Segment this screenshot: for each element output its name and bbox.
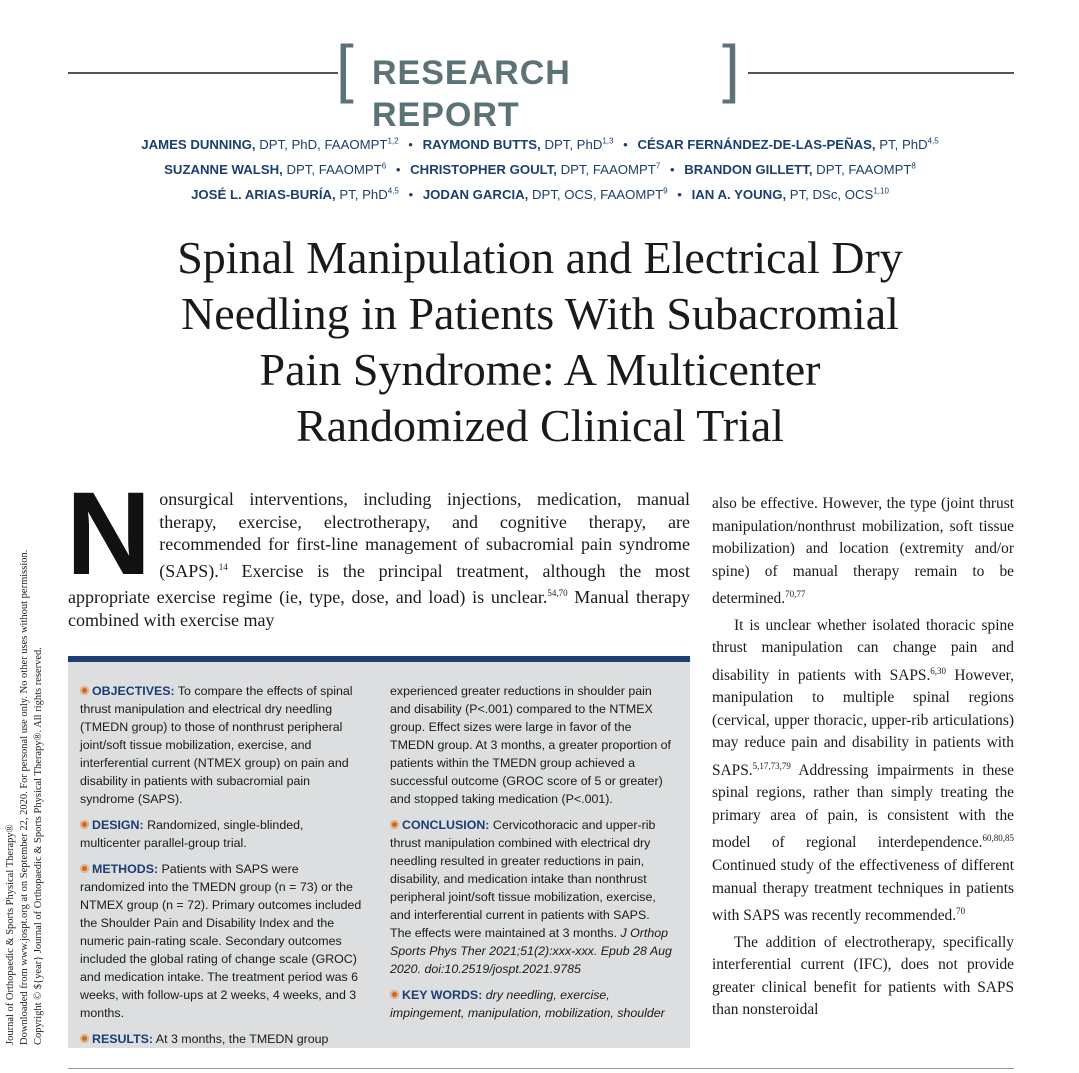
abstract-conclusion: CONCLUSION: Cervicothoracic and upper-rib thrust manipulation combined with electrical dry needling resulted in greater reductions in pain, disability, and medication intake than nonthrust peripheral joint/soft tissue mobilization, exercise, and interferential current in patients with SAPS. The effects were maintained at 3 months. J Orthop Sports Phys Ther 2021;51(2):xxx-xxx. Epub 28 Aug 2020. doi:10.2519/jospt.2021.9785 xyxy=(390,818,672,976)
abstract-column-left xyxy=(80,682,362,1056)
journal-citation: J Orthop Sports Phys Ther 2021;51(2):xxx-xxx. Epub 28 Aug 2020. doi:10.2519/jospt.2021.9785 xyxy=(390,926,672,976)
author: RAYMOND BUTTS, DPT, PhD$^{1,3}$ xyxy=(422,137,614,153)
author: CÉSAR FERNÁNDEZ-DE-LAS-PEÑAS, PT, PhD$^{4,5}$ xyxy=(637,137,939,153)
author-separator: • xyxy=(408,187,414,203)
bullet-dot-icon xyxy=(80,864,89,873)
bullet-dot-icon xyxy=(390,820,399,829)
body-paragraph: It is unclear whether isolated thoracic spine thrust manipulation can change pain and disability in patients with SAPS.$^{6,30}$ However, manipulation to multiple spinal regions (cervical, upper thoracic, upper-rib articulations) may reduce pain and disability in patients with SAPS.$^{5,17,73,79}$ Addressing impairments in these spinal regions, rather than simply treating the primary area of pain, is consistent with the model of regional interdependence.$^{60,80,85}$ Continued study of the effectiveness of different manual therapy treatment techniques in patients with SAPS was recently recommended.$^{70}$ xyxy=(712,616,1014,925)
citation-ref: 5,17,73,79 xyxy=(752,760,791,771)
header-bracket-close: ] xyxy=(722,32,740,104)
footer-rule xyxy=(68,1068,1014,1069)
author-list xyxy=(90,131,990,206)
citation-ref: 70 xyxy=(956,906,966,916)
author: JODAN GARCIA, DPT, OCS, FAAOMPT$^9$ xyxy=(422,186,668,203)
author: JAMES DUNNING, DPT, PhD, FAAOMPT$^{1,2}$ xyxy=(141,137,399,153)
citation-ref: 54,70 xyxy=(547,588,568,599)
bullet-dot-icon xyxy=(80,686,89,695)
citation-ref: 14 xyxy=(218,561,228,572)
header-rule-right xyxy=(748,72,1014,74)
sidebar-journal-line: Journal of Orthopaedic & Sports Physical Therapy® xyxy=(5,824,16,1045)
bullet-dot-icon xyxy=(80,1034,89,1043)
header-bracket-open: [ xyxy=(336,32,354,104)
body-paragraph: also be effective. However, the type (joint thrust manipulation/nonthrust mobilization, soft tissue mobilization) and location (extremity and/or spine) of manual therapy remain to be determined.$^{70,77}$ xyxy=(712,495,1014,608)
title-line: Randomized Clinical Trial xyxy=(295,400,785,451)
author-separator: • xyxy=(677,187,682,203)
abstract-results: RESULTS: At 3 months, the TMEDN group xyxy=(80,1030,362,1048)
author-separator: • xyxy=(623,137,628,153)
abstract-column-right xyxy=(390,682,672,1030)
bullet-dot-icon xyxy=(80,820,89,829)
title-line: Pain Syndrome: A Multicenter xyxy=(259,344,821,395)
abstract-design: DESIGN: Randomized, single-blinded, multicenter parallel-group trial. xyxy=(80,818,304,850)
author-separator: • xyxy=(408,137,413,153)
body-paragraph: The addition of electrotherapy, specifically interferential current (IFC), does not provide greater clinical benefit for patients with SAPS than nonsteroidal xyxy=(712,933,1014,1019)
section-label: RESEARCH REPORT xyxy=(372,54,571,134)
title-line: Spinal Manipulation and Electrical Dry xyxy=(177,232,903,283)
author: CHRISTOPHER GOULT, DPT, FAAOMPT$^7$ xyxy=(410,161,661,178)
abstract-box xyxy=(68,656,690,1048)
article-title xyxy=(70,230,1010,454)
author-line-3 xyxy=(90,181,990,206)
author-line-2 xyxy=(90,156,990,181)
body-column-right xyxy=(712,493,1014,1022)
author: SUZANNE WALSH, DPT, FAAOMPT$^6$ xyxy=(164,161,387,178)
citation-ref: 60,80,85 xyxy=(982,833,1014,844)
drop-cap: N xyxy=(66,468,152,600)
title-line: Needling in Patients With Subacromial xyxy=(181,288,899,339)
abstract-results-continued: experienced greater reductions in shoulder pain and disability (P<.001) compared to the NTMEX group. Effect sizes were large in favor of the TMEDN group. At 3 months, a greater proportion of patients within the TMEDN group achieved a successful outcome (GROC score of 5 or greater) and stopped taking medication (P<.001). xyxy=(390,684,671,806)
author-separator: • xyxy=(395,162,401,178)
intro-column xyxy=(66,468,690,632)
copyright-sidebar xyxy=(4,405,48,1045)
abstract-keywords: KEY WORDS: dry needling, exercise, impingement, manipulation, mobilization, shoulder xyxy=(390,988,665,1020)
citation-ref: 70,77 xyxy=(785,589,806,599)
sidebar-copyright-line: Copyright © ${year} Journal of Orthopaedic & Sports Physical Therapy®. All rights reserved. xyxy=(33,647,44,1045)
header-rule-left xyxy=(68,72,338,74)
bullet-dot-icon xyxy=(390,990,399,999)
author-separator: • xyxy=(669,162,675,178)
author: JOSÉ L. ARIAS-BURÍA, PT, PhD$^{4,5}$ xyxy=(191,186,399,203)
abstract-objectives: OBJECTIVES: To compare the effects of spinal thrust manipulation and electrical dry needling (TMEDN group) to those of nonthrust peripheral joint/soft tissue mobilization, exercise, and interferential current (NTMEX group) on pain and disability in patients with subacromial pain syndrome (SAPS). xyxy=(80,684,353,806)
sidebar-download-line: Downloaded from www.jospt.org at on September 22, 2020. For personal use only. No other uses without permission. xyxy=(19,549,30,1045)
intro-paragraph: onsurgical interventions, including injections, medication, manual therapy, exercise, electrotherapy, and cognitive therapy, are recommended for first-line management of subacromial pain syndrome (SAPS).$^{14}$ Exercise is the principal treatment, although the most appropriate exercise regime (ie, type, dose, and load) is unclear.$^{54,70}$ Manual therapy combined with exercise may xyxy=(68,489,690,630)
author-line-1 xyxy=(90,131,990,156)
author: BRANDON GILLETT, DPT, FAAOMPT$^8$ xyxy=(684,161,916,178)
author: IAN A. YOUNG, PT, DSc, OCS$^{1,10}$ xyxy=(691,186,889,203)
citation-ref: 6,30 xyxy=(930,665,947,676)
abstract-methods: METHODS: Patients with SAPS were randomized into the TMEDN group (n = 73) or the NTMEX group (n = 72). Primary outcomes included the Shoulder Pain and Disability Index and the numeric pain-rating scale. Secondary outcomes included the global rating of change scale (GROC) and medication intake. The treatment period was 6 weeks, with follow-ups at 2 weeks, 4 weeks, and 3 months. xyxy=(80,862,362,1020)
